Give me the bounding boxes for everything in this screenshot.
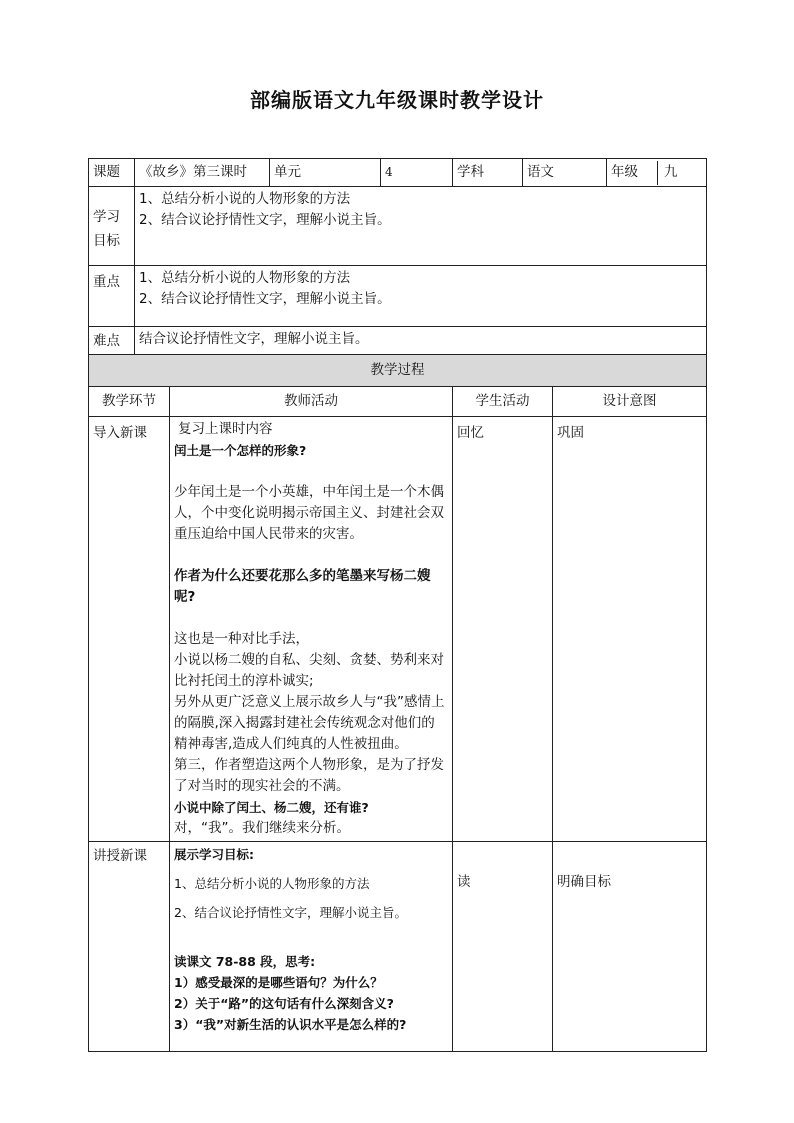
lesson-plan-table <box>88 158 707 1052</box>
intro-purpose: 巩固 <box>553 417 707 842</box>
key-row <box>89 266 707 327</box>
teach-line: 3）“我”对新生活的认识水平是怎么样的? <box>174 1017 407 1032</box>
teach-line: 1）感受最深的是哪些语句？为什么？ <box>174 975 383 990</box>
teach-student: 读 <box>453 842 553 1052</box>
header-student: 学生活动 <box>453 387 553 417</box>
intro-line: 这也是一种对比手法， <box>174 631 309 647</box>
intro-line: 对，“我”。我们继续来分析。 <box>174 820 350 836</box>
info-row <box>89 159 707 187</box>
subject-label: 学科 <box>453 159 523 187</box>
grade-value: 九 <box>664 164 678 180</box>
grade-label: 年级 <box>607 161 658 185</box>
intro-line: 另外从更广泛意义上展示故乡人与“我”感情上的隔膜,深入揭露封建社会传统观念对他们的精神毒害,造成人们纯真的人性被扭曲。 <box>174 694 445 752</box>
intro-teacher <box>170 417 453 842</box>
key-item: 1、总结分析小说的人物形象的方法 <box>139 270 351 286</box>
unit-label: 单元 <box>270 159 381 187</box>
goal-item: 1、总结分析小说的人物形象的方法 <box>139 191 351 207</box>
goals-label <box>89 187 135 266</box>
difficult-row <box>89 327 707 355</box>
goals-content <box>135 187 707 266</box>
key-item: 2、结合议论抒情性文字，理解小说主旨。 <box>139 291 391 307</box>
intro-question: 作者为什么还要花那么多的笔墨来写杨二嫂呢? <box>174 568 431 605</box>
header-stage: 教学环节 <box>89 387 170 417</box>
intro-line: 复习上课时内容 <box>178 421 273 437</box>
intro-question: 闰土是一个怎样的形象? <box>174 443 307 458</box>
difficult-label: 难点 <box>89 327 135 355</box>
intro-student: 回忆 <box>453 417 553 842</box>
process-title-row <box>89 355 707 387</box>
teach-line: 2、结合议论抒情性文字，理解小说主旨。 <box>174 905 407 920</box>
intro-row <box>89 417 707 842</box>
header-purpose: 设计意图 <box>553 387 707 417</box>
intro-line: 少年闰土是一个小英雄，中年闰土是一个木偶人，个中变化说明揭示帝国主义、封建社会双重压迫给中国人民带来的灾害。 <box>174 484 444 542</box>
teach-stage: 讲授新课 <box>89 842 170 1052</box>
unit-value: 4 <box>381 159 453 187</box>
intro-stage: 导入新课 <box>89 417 170 842</box>
process-title: 教学过程 <box>89 355 707 387</box>
process-header-row <box>89 387 707 417</box>
teach-line: 读课文 78-88 段，思考: <box>174 954 316 969</box>
topic-value: 《故乡》第三课时 <box>135 159 270 187</box>
subject-value: 语文 <box>523 159 607 187</box>
grade-cell <box>607 159 707 187</box>
intro-question: 小说中除了闰土、杨二嫂，还有谁? <box>174 800 369 815</box>
goals-label-line2: 目标 <box>93 233 120 249</box>
teach-line: 2）关于“路”的这句话有什么深刻含义? <box>174 996 394 1011</box>
goal-item: 2、结合议论抒情性文字，理解小说主旨。 <box>139 212 391 228</box>
teach-purpose: 明确目标 <box>553 842 707 1052</box>
header-teacher: 教师活动 <box>170 387 453 417</box>
page-title: 部编版语文九年级课时教学设计 <box>250 88 544 112</box>
key-content <box>135 266 707 327</box>
difficult-content: 结合议论抒情性文字，理解小说主旨。 <box>135 327 707 355</box>
intro-line: 小说以杨二嫂的自私、尖刻、贪婪、势利来对比衬托闰土的淳朴诚实; <box>174 652 444 689</box>
goals-row <box>89 187 707 266</box>
teach-line: 1、总结分析小说的人物形象的方法 <box>174 876 370 891</box>
teach-teacher <box>170 842 453 1052</box>
teach-line: 展示学习目标: <box>174 847 254 862</box>
goals-label-line1: 学习 <box>93 209 120 225</box>
intro-line: 第三，作者塑造这两个人物形象，是为了抒发了对当时的现实社会的不满。 <box>174 757 444 794</box>
topic-label: 课题 <box>89 159 135 187</box>
teach-row <box>89 842 707 1052</box>
key-label: 重点 <box>89 266 135 327</box>
